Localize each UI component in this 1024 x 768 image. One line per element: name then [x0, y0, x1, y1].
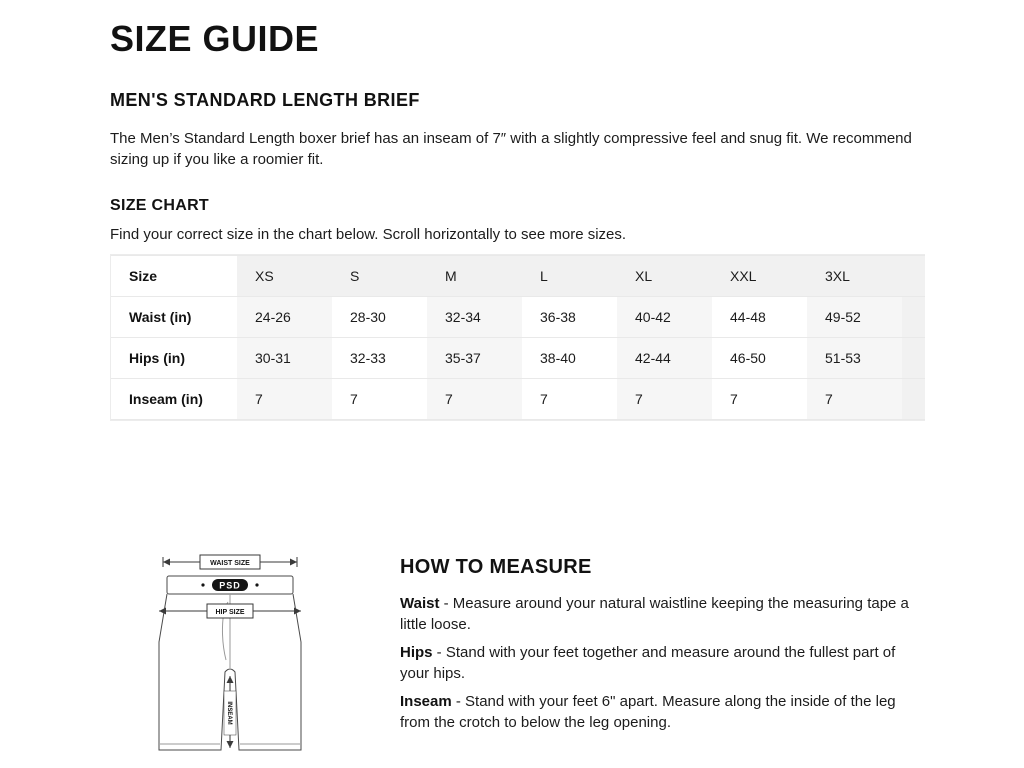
measure-text: - Stand with your feet together and measure around the fullest part of your hips. [400, 644, 896, 682]
table-cell: 32-34 [427, 297, 522, 338]
table-cell-overflow [902, 379, 925, 420]
table-cell: 30-31 [237, 338, 332, 379]
size-chart-note: Find your correct size in the chart below. Scroll horizontally to see more sizes. [110, 226, 627, 243]
product-heading: MEN'S STANDARD LENGTH BRIEF [110, 90, 420, 110]
table-cell: 7 [237, 379, 332, 420]
table-cell: 35-37 [427, 338, 522, 379]
page-title: SIZE GUIDE [110, 18, 320, 59]
table-cell: 46-50 [712, 338, 807, 379]
table-cell: 51-53 [807, 338, 902, 379]
table-cell: 28-30 [332, 297, 427, 338]
table-cell: 7 [617, 379, 712, 420]
size-chart-heading: SIZE CHART [110, 197, 209, 214]
measure-term: Inseam [400, 693, 452, 710]
table-row-waist [111, 297, 925, 338]
table-cell: 24-26 [237, 297, 332, 338]
table-row-hips [111, 338, 925, 379]
boxer-brief-illustration-icon [155, 554, 305, 764]
table-header-l: L [522, 256, 617, 297]
measure-item-hips [400, 642, 925, 684]
measure-item-inseam [400, 691, 925, 733]
measure-text: - Measure around your natural waistline keeping the measuring tape a little loose. [400, 595, 909, 633]
row-label: Inseam (in) [111, 379, 237, 420]
product-description: The Men’s Standard Length boxer brief has an inseam of 7″ with a slightly compressive feel and snug fit. We recommend sizing up if you like a roomier fit. [110, 130, 912, 168]
waist-size-label: WAIST SIZE [210, 560, 250, 567]
measurement-diagram [110, 554, 400, 764]
table-header-3xl: 3XL [807, 256, 902, 297]
measure-term: Hips [400, 644, 433, 661]
how-to-measure-section [110, 554, 925, 764]
table-cell: 32-33 [332, 338, 427, 379]
table-cell: 49-52 [807, 297, 902, 338]
table-cell: 7 [522, 379, 617, 420]
measure-term: Waist [400, 595, 440, 612]
table-cell: 36-38 [522, 297, 617, 338]
table-header-xl: XL [617, 256, 712, 297]
inseam-label: INSEAM [226, 701, 232, 725]
table-header-row [111, 256, 925, 297]
table-header-m: M [427, 256, 522, 297]
table-cell: 7 [427, 379, 522, 420]
row-label: Hips (in) [111, 338, 237, 379]
table-cell: 44-48 [712, 297, 807, 338]
table-cell: 38-40 [522, 338, 617, 379]
table-cell: 7 [807, 379, 902, 420]
measure-text: - Stand with your feet 6" apart. Measure along the inside of the leg from the crotch to below the leg opening. [400, 693, 896, 731]
table-cell-overflow [902, 297, 925, 338]
table-header-overflow [902, 256, 925, 297]
measure-item-waist [400, 593, 925, 635]
table-header-s: S [332, 256, 427, 297]
table-cell: 40-42 [617, 297, 712, 338]
table-cell-overflow [902, 338, 925, 379]
table-header-size: Size [111, 256, 237, 297]
size-table [111, 255, 925, 420]
table-cell: 7 [712, 379, 807, 420]
hip-size-label: HIP SIZE [215, 609, 245, 616]
table-cell: 42-44 [617, 338, 712, 379]
row-label: Waist (in) [111, 297, 237, 338]
table-cell: 7 [332, 379, 427, 420]
table-header-xs: XS [237, 256, 332, 297]
table-row-inseam [111, 379, 925, 420]
how-to-measure-text [400, 554, 925, 764]
brand-logo: PSD [219, 580, 241, 591]
table-header-xxl: XXL [712, 256, 807, 297]
size-table-scroll-area[interactable] [110, 254, 925, 421]
how-to-measure-heading: HOW TO MEASURE [400, 556, 592, 578]
